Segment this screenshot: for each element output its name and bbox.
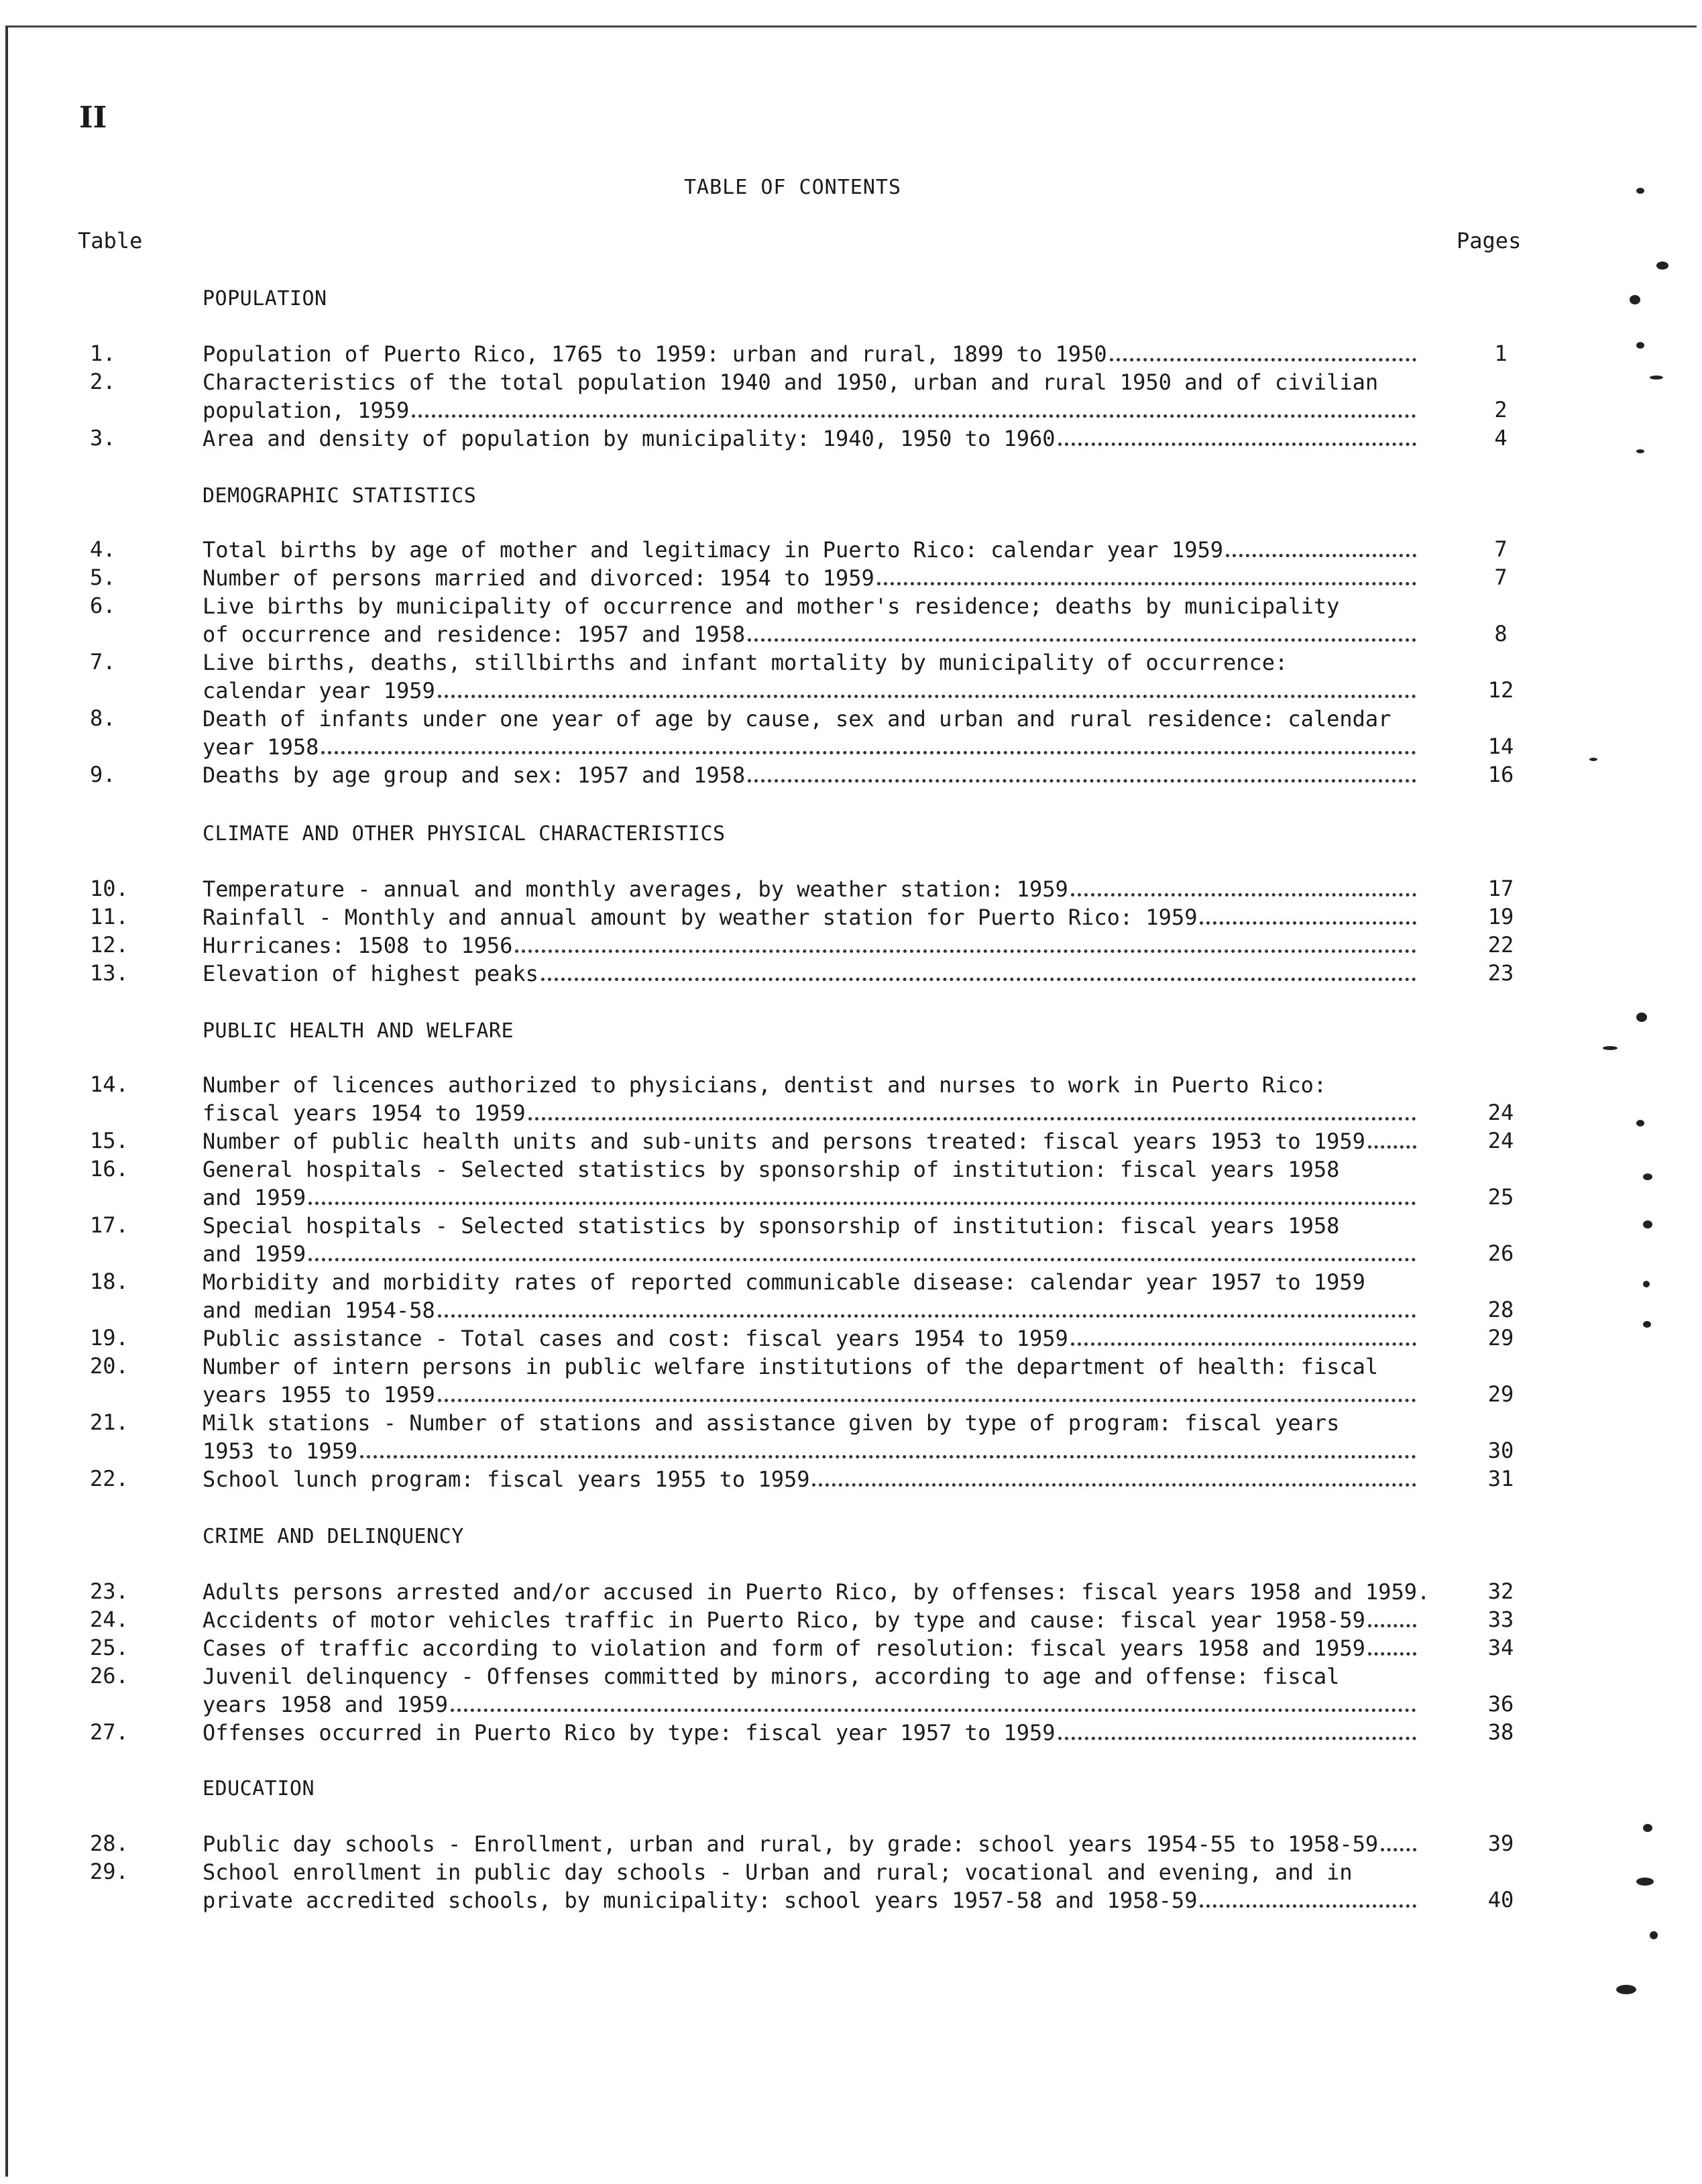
entry-title-text: Temperature - annual and monthly averages, by weather station: 1959 — [203, 876, 1068, 902]
entry-title-text: Deaths by age group and sex: 1957 and 1958 — [203, 762, 746, 788]
entry-page-number: 36 — [1487, 1691, 1514, 1717]
entry-number: 8. — [90, 705, 116, 731]
entry-title-line[interactable] — [203, 762, 1416, 789]
entry-title-text: Number of persons married and divorced: 1954 to 1959 — [203, 565, 874, 591]
entry-page-number: 32 — [1487, 1578, 1514, 1604]
entry-number: 26. — [90, 1663, 129, 1688]
entry-title-text: Population of Puerto Rico, 1765 to 1959: urban and rural, 1899 to 1950 — [203, 341, 1107, 367]
entry-page-number: 14 — [1487, 734, 1514, 759]
entry-title-line[interactable] — [203, 1691, 1416, 1718]
entry-title-line[interactable] — [203, 369, 1378, 396]
entry-page-number: 26 — [1487, 1241, 1514, 1266]
dot-leader — [438, 695, 1416, 698]
entry-page-number: 12 — [1487, 677, 1514, 703]
entry-title-line[interactable] — [203, 1128, 1416, 1155]
entry-number: 6. — [90, 593, 116, 618]
entry-title-text: Live births, deaths, stillbirths and infant mortality by municipality of occurrence: — [203, 650, 1288, 675]
dot-leader — [438, 1399, 1416, 1402]
entry-page-number: 28 — [1487, 1297, 1514, 1322]
entry-title-line[interactable] — [203, 1635, 1416, 1662]
entry-title-text: Milk stations - Number of stations and assistance given by type of program: fiscal years — [203, 1410, 1340, 1436]
entry-page-number: 17 — [1487, 876, 1514, 901]
section-heading: CLIMATE AND OTHER PHYSICAL CHARACTERISTICS — [203, 822, 726, 846]
entry-title-line[interactable] — [203, 1831, 1416, 1857]
dot-leader — [812, 1483, 1416, 1487]
entry-number: 28. — [90, 1831, 129, 1856]
scan-speck — [1589, 758, 1597, 761]
entry-page-number: 33 — [1487, 1607, 1514, 1632]
entry-number: 15. — [90, 1128, 129, 1153]
section-heading: CRIME AND DELINQUENCY — [203, 1525, 464, 1548]
page-title: TABLE OF CONTENTS — [684, 176, 902, 199]
entry-title-text: General hospitals - Selected statistics by sponsorship of institution: fiscal years 1958 — [203, 1157, 1340, 1182]
entry-title-line[interactable] — [203, 1325, 1416, 1352]
entry-title-line[interactable] — [203, 565, 1416, 591]
scan-speck — [1643, 1321, 1651, 1328]
scan-speck — [1643, 1281, 1650, 1287]
entry-number: 4. — [90, 536, 116, 562]
entry-page-number: 25 — [1487, 1184, 1514, 1210]
entry-page-number: 39 — [1487, 1831, 1514, 1856]
entry-title-line[interactable] — [203, 1156, 1339, 1183]
entry-title-line[interactable] — [203, 1353, 1378, 1380]
dot-leader — [748, 638, 1416, 642]
entry-number: 1. — [90, 341, 116, 366]
scan-speck — [1636, 449, 1644, 453]
entry-number: 5. — [90, 565, 116, 590]
dot-leader — [1368, 1652, 1416, 1656]
entry-title-text: Total births by age of mother and legitimacy in Puerto Rico: calendar year 1959 — [203, 537, 1223, 563]
dot-leader — [1200, 1904, 1416, 1908]
entry-title-text: Special hospitals - Selected statistics by sponsorship of institution: fiscal years 1958 — [203, 1213, 1340, 1239]
entry-title-text: Adults persons arrested and/or accused in Puerto Rico, by offenses: fiscal years 1958 and 1959. — [203, 1579, 1430, 1605]
dot-leader — [451, 1709, 1416, 1712]
dot-leader — [1071, 1342, 1416, 1346]
section-heading: POPULATION — [203, 287, 327, 310]
entry-number: 20. — [90, 1353, 129, 1379]
section-heading: PUBLIC HEALTH AND WELFARE — [203, 1019, 514, 1043]
entry-title-line[interactable] — [203, 621, 1416, 648]
entry-title-text: Number of public health units and sub-units and persons treated: fiscal years 1953 to 1959 — [203, 1129, 1365, 1154]
entry-title-text: Number of licences authorized to physicians, dentist and nurses to work in Puerto Rico: — [203, 1072, 1327, 1098]
entry-page-number: 30 — [1487, 1438, 1514, 1463]
entry-title-line[interactable] — [203, 593, 1339, 620]
entry-title-text: School enrollment in public day schools - Urban and rural; vocational and evening, and in — [203, 1859, 1353, 1885]
column-header-pages: Pages — [1457, 228, 1522, 253]
entry-title-line[interactable] — [203, 1859, 1353, 1886]
entry-title-line[interactable] — [203, 341, 1416, 367]
entry-page-number: 19 — [1487, 904, 1514, 929]
entry-title-line[interactable] — [203, 1100, 1416, 1127]
entry-title-text: Offenses occurred in Puerto Rico by type: fiscal year 1957 to 1959 — [203, 1720, 1056, 1745]
entry-title-text: population, 1959 — [203, 398, 410, 423]
entry-title-line[interactable] — [203, 1438, 1416, 1464]
entry-title-text: calendar year 1959 — [203, 678, 435, 703]
entry-title-text: Juvenil delinquency - Offenses committed by minors, according to age and offense: fiscal — [203, 1664, 1340, 1689]
entry-title-text: Area and density of population by municipality: 1940, 1950 to 1960 — [203, 426, 1056, 451]
entry-page-number: 29 — [1487, 1381, 1514, 1407]
entry-title-line[interactable] — [203, 1269, 1365, 1296]
entry-title-text: private accredited schools, by municipality: school years 1957-58 and 1958-59 — [203, 1888, 1198, 1913]
entry-page-number: 2 — [1494, 397, 1508, 422]
entry-title-line[interactable] — [203, 705, 1391, 732]
entry-page-number: 8 — [1494, 621, 1508, 646]
entry-title-line[interactable] — [203, 1719, 1416, 1746]
entry-title-text: fiscal years 1954 to 1959 — [203, 1100, 526, 1126]
dot-leader — [1058, 443, 1416, 446]
entry-title-line[interactable] — [203, 1663, 1339, 1690]
entry-title-line[interactable] — [203, 1607, 1416, 1633]
entry-title-text: Public day schools - Enrollment, urban and rural, by grade: school years 1954-55 to 1958-59 — [203, 1831, 1379, 1857]
entry-title-line[interactable] — [203, 734, 1416, 760]
entry-title-line[interactable] — [203, 1410, 1339, 1436]
section-heading: EDUCATION — [203, 1777, 315, 1800]
entry-number: 9. — [90, 762, 116, 787]
entry-title-text: Public assistance - Total cases and cost: fiscal years 1954 to 1959 — [203, 1326, 1068, 1351]
dot-leader — [438, 1314, 1416, 1318]
scan-speck — [1656, 262, 1668, 270]
dot-leader — [528, 1117, 1416, 1120]
dot-leader — [1071, 893, 1416, 897]
entry-number: 22. — [90, 1466, 129, 1491]
dot-leader — [1110, 358, 1416, 361]
entry-number: 25. — [90, 1635, 129, 1660]
dot-leader — [541, 978, 1416, 981]
entry-number: 27. — [90, 1719, 129, 1745]
entry-number: 19. — [90, 1325, 129, 1350]
entry-title-line[interactable] — [203, 932, 1416, 959]
entry-title-line[interactable] — [203, 397, 1416, 424]
entry-page-number: 7 — [1494, 536, 1508, 562]
column-header-table: Table — [78, 228, 143, 253]
entry-title-line[interactable] — [203, 904, 1416, 931]
entry-number: 14. — [90, 1072, 129, 1097]
entry-page-number: 4 — [1494, 425, 1508, 451]
entry-title-text: 1953 to 1959 — [203, 1438, 358, 1464]
entry-title-line[interactable] — [203, 960, 1416, 987]
entry-title-text: year 1958 — [203, 734, 319, 760]
entry-title-text: Number of intern persons in public welfare institutions of the department of health: fiscal — [203, 1354, 1379, 1379]
entry-number: 18. — [90, 1269, 129, 1294]
entry-title-line[interactable] — [203, 1241, 1416, 1267]
entry-title-text: Live births by municipality of occurrence and mother's residence; deaths by municipality — [203, 593, 1340, 619]
entry-page-number: 40 — [1487, 1887, 1514, 1912]
entry-page-number: 29 — [1487, 1325, 1514, 1350]
entry-number: 11. — [90, 904, 129, 929]
entry-title-line[interactable] — [203, 1887, 1416, 1914]
entry-title-text: years 1958 and 1959 — [203, 1692, 449, 1717]
entry-page-number: 16 — [1487, 762, 1514, 787]
scan-speck — [1643, 1824, 1652, 1832]
dot-leader — [1381, 1848, 1416, 1851]
scan-speck — [1636, 342, 1644, 349]
entry-number: 10. — [90, 876, 129, 901]
dot-leader — [308, 1258, 1416, 1261]
scan-speck — [1616, 1985, 1636, 1994]
entry-number: 17. — [90, 1212, 129, 1238]
scan-speck — [1630, 295, 1640, 304]
entry-title-line[interactable] — [203, 649, 1288, 676]
dot-leader — [877, 582, 1416, 585]
entry-title-text: of occurrence and residence: 1957 and 1958 — [203, 622, 746, 647]
entry-title-text: Cases of traffic according to violation and form of resolution: fiscal years 1958 and 1959 — [203, 1635, 1365, 1661]
dot-leader — [308, 1202, 1416, 1205]
scan-speck — [1636, 1120, 1644, 1127]
entry-title-line[interactable] — [203, 1578, 1432, 1605]
entry-number: 12. — [90, 932, 129, 958]
entry-number: 3. — [90, 425, 116, 451]
entry-page-number: 38 — [1487, 1719, 1514, 1745]
scan-speck — [1603, 1046, 1618, 1050]
scan-speck — [1636, 1878, 1654, 1886]
scan-speck — [1650, 376, 1663, 380]
scan-speck — [1643, 1220, 1652, 1228]
scan-speck — [1643, 1173, 1652, 1180]
entry-title-line[interactable] — [203, 425, 1416, 452]
dot-leader — [748, 779, 1416, 783]
entry-page-number: 24 — [1487, 1128, 1514, 1153]
entry-number: 16. — [90, 1156, 129, 1182]
entry-number: 23. — [90, 1578, 129, 1604]
dot-leader — [515, 950, 1416, 953]
entry-page-number: 34 — [1487, 1635, 1514, 1660]
entry-title-text: School lunch program: fiscal years 1955 to 1959 — [203, 1467, 810, 1492]
entry-title-text: Hurricanes: 1508 to 1956 — [203, 933, 513, 958]
entry-title-line[interactable] — [203, 677, 1416, 704]
dot-leader — [412, 414, 1416, 418]
entry-title-line[interactable] — [203, 876, 1416, 903]
entry-number: 13. — [90, 960, 129, 986]
entry-title-text: Morbidity and morbidity rates of reported communicable disease: calendar year 1957 to 1959 — [203, 1269, 1365, 1295]
dot-leader — [1058, 1737, 1416, 1740]
dot-leader — [1200, 921, 1416, 925]
entry-title-text: Characteristics of the total population 1940 and 1950, urban and rural 1950 and of civilian — [203, 369, 1379, 395]
entry-title-line[interactable] — [203, 1072, 1326, 1098]
entry-title-text: and 1959 — [203, 1185, 306, 1210]
entry-title-text: Elevation of highest peaks — [203, 961, 538, 986]
entry-page-number: 31 — [1487, 1466, 1514, 1491]
scan-speck — [1636, 1013, 1647, 1022]
entry-title-line[interactable] — [203, 1184, 1416, 1211]
entry-number: 7. — [90, 649, 116, 675]
dot-leader — [1226, 554, 1416, 557]
section-heading: DEMOGRAPHIC STATISTICS — [203, 484, 477, 508]
entry-title-text: and 1959 — [203, 1241, 306, 1267]
entry-number: 24. — [90, 1607, 129, 1632]
entry-title-text: Accidents of motor vehicles traffic in Puerto Rico, by type and cause: fiscal year 1958-59 — [203, 1607, 1365, 1633]
entry-title-line[interactable] — [203, 1212, 1339, 1239]
dot-leader — [1368, 1145, 1416, 1149]
entry-number: 2. — [90, 369, 116, 394]
entry-page-number: 24 — [1487, 1100, 1514, 1125]
entry-page-number: 7 — [1494, 565, 1508, 590]
entry-title-line[interactable] — [203, 536, 1416, 563]
entry-title-line[interactable] — [203, 1466, 1416, 1493]
entry-title-line[interactable] — [203, 1381, 1416, 1408]
page-number: II — [79, 101, 107, 135]
entry-number: 29. — [90, 1859, 129, 1884]
entry-title-text: Rainfall - Monthly and annual amount by weather station for Puerto Rico: 1959 — [203, 905, 1198, 930]
entry-page-number: 23 — [1487, 960, 1514, 986]
dot-leader — [1368, 1624, 1416, 1627]
entry-number: 21. — [90, 1410, 129, 1435]
entry-title-text: Death of infants under one year of age by cause, sex and urban and rural residence: calendar — [203, 706, 1392, 732]
entry-title-line[interactable] — [203, 1297, 1416, 1324]
entry-title-text: years 1955 to 1959 — [203, 1382, 435, 1407]
entry-page-number: 22 — [1487, 932, 1514, 958]
entry-title-text: and median 1954-58 — [203, 1298, 435, 1323]
dot-leader — [321, 751, 1416, 754]
scan-speck — [1650, 1931, 1658, 1939]
dot-leader — [360, 1455, 1416, 1458]
entry-page-number: 1 — [1494, 341, 1508, 366]
scan-speck — [1636, 188, 1644, 194]
